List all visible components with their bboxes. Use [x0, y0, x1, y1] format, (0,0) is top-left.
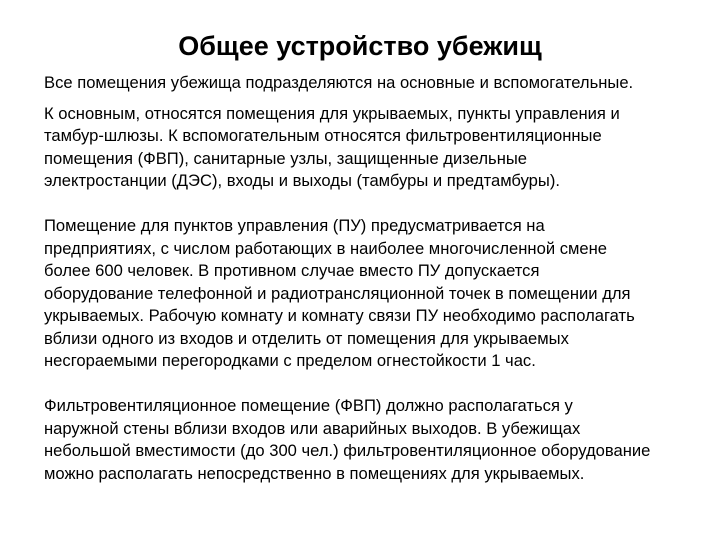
slide-body	[44, 72, 700, 485]
text-line: тамбур-шлюзы. К вспомогательным относятся фильтровентиляционные	[44, 126, 602, 145]
text-line: наружной стены вблизи входов или аварийных выходов. В убежищах	[44, 418, 581, 438]
text-line: вблизи одного из входов и отделить от помещения для укрываемых	[44, 328, 569, 348]
slide-title: Общее устройство убежищ	[178, 31, 542, 61]
paragraph-control-points	[44, 215, 700, 373]
text-line: укрываемых. Рабочую комнату и комнату связи ПУ необходимо располагать	[44, 306, 635, 325]
paragraph-spacer	[44, 193, 700, 216]
paragraph-spacer	[44, 373, 700, 396]
paragraph-ventilation	[44, 395, 700, 485]
text-line: небольшой вместимости (до 300 чел.) фильтровентиляционное оборудование	[44, 441, 651, 460]
text-line: электростанции (ДЭС), входы и выходы (тамбуры и предтамбуры).	[44, 171, 560, 190]
text-line: Все помещения убежища подразделяются на основные и вспомогательные.	[44, 73, 634, 92]
paragraph-premises	[44, 103, 700, 193]
text-line: предприятиях, с числом работающих в наиболее многочисленной смене	[44, 238, 608, 258]
text-line: более 600 человек. В противном случае вместо ПУ допускается	[44, 261, 540, 280]
text-line: можно располагать непосредственно в помещениях для укрываемых.	[44, 463, 585, 483]
text-line: помещения (ФВП), санитарные узлы, защищенные дизельные	[44, 148, 528, 168]
text-line: несгораемыми перегородками с пределом огнестойкости 1 час.	[44, 351, 536, 370]
paragraph-overview	[44, 72, 700, 95]
text-line: Помещение для пунктов управления (ПУ) предусматривается на	[44, 216, 545, 235]
text-line: оборудование телефонной и радиотрансляционной точек в помещении для	[44, 283, 631, 303]
text-line: К основным, относятся помещения для укрываемых, пункты управления и	[44, 103, 620, 123]
text-line: Фильтровентиляционное помещение (ФВП) должно располагаться у	[44, 396, 573, 415]
